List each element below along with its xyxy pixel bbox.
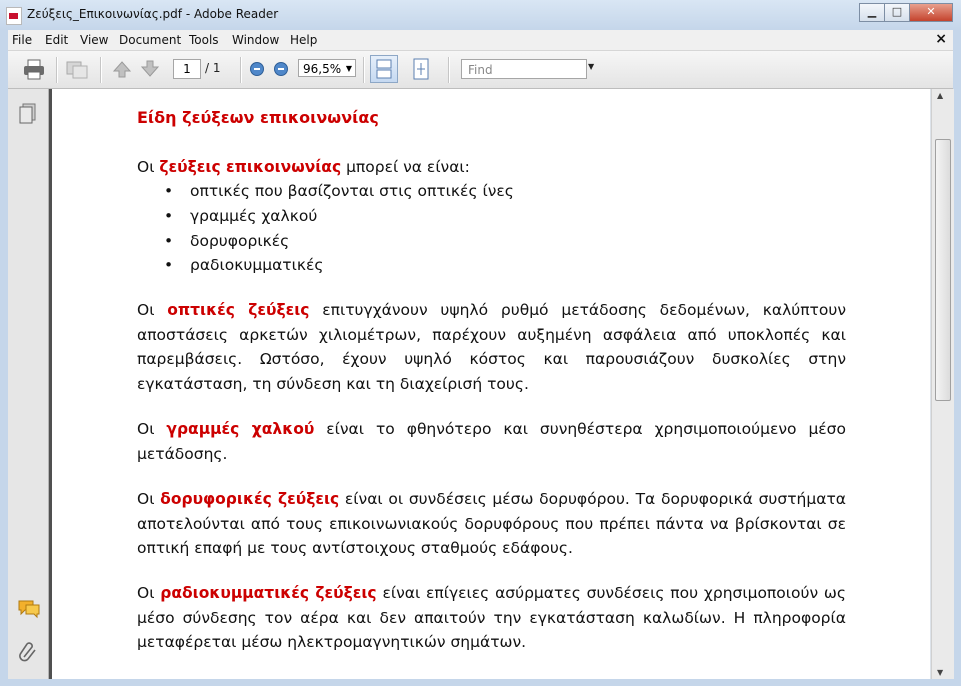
- comment-icon: [17, 599, 41, 619]
- scroll-down-icon[interactable]: ▼: [937, 668, 944, 677]
- page-number-input[interactable]: 1: [173, 59, 201, 79]
- paragraph-highlight: δορυφορικές ζεύξεις: [160, 490, 340, 508]
- zoom-level-select[interactable]: [298, 59, 356, 77]
- collaborate-button[interactable]: [64, 58, 90, 80]
- find-input[interactable]: Find: [461, 59, 587, 79]
- paragraph-highlight: οπτικές ζεύξεις: [167, 301, 310, 319]
- arrow-down-icon: [140, 60, 160, 78]
- list-item: • δορυφορικές: [162, 229, 514, 254]
- comments-panel-button[interactable]: [17, 599, 41, 623]
- attachments-panel-button[interactable]: [18, 641, 38, 667]
- next-page-button[interactable]: [140, 60, 160, 78]
- paragraph-prefix: Οι: [137, 420, 167, 438]
- paragraph-prefix: Οι: [137, 584, 161, 602]
- window-title: Ζεύξεις_Επικοινωνίας.pdf - Adobe Reader: [27, 7, 279, 21]
- paragraph-satellite: [137, 487, 846, 561]
- paragraph-text: είναι επίγειες ασύρματες συνδέσεις που χρησιμοποιούν ως μέσο σύνδεσης τον αέρα και δεν απαιτούν την εγκατάσταση καλωδίων. Η πληροφορία μεταφέρεται μέσω ηλεκτρομαγνητικών σημάτων.: [137, 584, 847, 652]
- zoom-level-value: 96,5%: [303, 62, 342, 76]
- toolbar-separator: [100, 57, 102, 83]
- intro-prefix: Οι: [137, 158, 160, 176]
- paragraph-optical: [137, 298, 846, 396]
- menu-bar: [8, 30, 953, 51]
- list-item: • ραδιοκυμματικές: [162, 253, 514, 278]
- menu-file[interactable]: File: [12, 33, 33, 47]
- paperclip-icon: [18, 641, 38, 663]
- maximize-button[interactable]: □: [884, 3, 910, 22]
- paragraph-text: επιτυγχάνουν υψηλό ρυθμό μετάδοσης δεδομένων, καλύπτουν αποστάσεις αρκετών χιλιομέτρων, παρέχουν αυξημένη ασφάλεια από υποκλοπές και παρεμβάσεις. Ωστόσο, έχουν υψηλό κόστος και παρουσιάζουν δυσκολίες στην εγκατάσταση, τη σύνδεση και τη διαχείρισή τους.: [137, 301, 847, 393]
- window-frame-left: [0, 30, 8, 686]
- intro-highlight: ζεύξεις επικοινωνίας: [159, 158, 342, 176]
- toolbar-separator: [56, 57, 58, 83]
- printer-icon: [22, 59, 46, 81]
- menu-view[interactable]: View: [80, 33, 109, 47]
- window-frame-right: [953, 30, 961, 686]
- minus-icon: [254, 68, 260, 70]
- collaborate-icon: [64, 58, 90, 80]
- toolbar-separator: [363, 57, 365, 83]
- fit-page-button[interactable]: [408, 56, 434, 82]
- previous-page-button[interactable]: [112, 60, 132, 78]
- paragraph-highlight: γραμμές χαλκού: [166, 420, 315, 438]
- fit-page-icon: [408, 56, 434, 82]
- toolbar-separator: [240, 57, 242, 83]
- toolbar-separator: [448, 57, 450, 83]
- paragraph-text: είναι οι συνδέσεις μέσω δορυφόρου. Τα δορυφορικά συστήματα αποτελούνται από τους επικοινωνιακούς δορυφόρους που πρέπει πάντα να βρίσκονται σε οπτική επαφή με τους αντίστοιχους σταθμούς εδάφους.: [137, 490, 846, 558]
- paragraph-text: είναι το φθηνότερο και συνηθέστερα χρησιμοποιούμενο μέσο μετάδοσης.: [137, 420, 846, 463]
- scrolling-mode-button[interactable]: [370, 55, 398, 83]
- menu-window[interactable]: Window: [232, 33, 280, 47]
- print-button[interactable]: [22, 59, 46, 79]
- document-heading: Είδη ζεύξεων επικοινωνίας: [137, 108, 379, 127]
- pages-panel-button[interactable]: [18, 103, 38, 129]
- find-options-dropdown[interactable]: ▼: [588, 62, 595, 71]
- paragraph-prefix: Οι: [137, 490, 161, 508]
- pages-icon: [18, 103, 38, 125]
- paragraph-radio: [137, 581, 846, 655]
- page-total: / 1: [205, 61, 221, 75]
- chevron-down-icon: ▼: [345, 64, 352, 73]
- links-list: [162, 179, 514, 278]
- menu-edit[interactable]: Edit: [45, 33, 69, 47]
- arrow-up-icon: [112, 60, 132, 78]
- menu-help[interactable]: Help: [290, 33, 318, 47]
- scroll-pages-icon: [371, 56, 397, 82]
- navigation-pane: [8, 89, 49, 679]
- title-bar: [0, 0, 961, 31]
- close-window-button[interactable]: ✕: [909, 3, 953, 22]
- intro-line: [137, 155, 846, 180]
- window-controls: [860, 3, 953, 21]
- menu-tools[interactable]: Tools: [189, 33, 219, 47]
- paragraph-highlight: ραδιοκυμματικές ζεύξεις: [160, 584, 377, 602]
- toolbar: [8, 51, 953, 89]
- menu-document[interactable]: Document: [119, 33, 182, 47]
- minimize-button[interactable]: ▁: [859, 3, 885, 22]
- zoom-out-button[interactable]: [250, 62, 264, 76]
- vertical-scrollbar[interactable]: [931, 89, 954, 679]
- scrollbar-thumb[interactable]: [935, 139, 951, 401]
- plus-icon: [278, 68, 284, 70]
- paragraph-copper: [137, 417, 846, 466]
- paragraph-prefix: Οι: [137, 301, 168, 319]
- list-item: • γραμμές χαλκού: [162, 204, 514, 229]
- close-document-button[interactable]: ×: [935, 31, 947, 47]
- list-item: • οπτικές που βασίζονται στις οπτικές ίνες: [162, 179, 514, 204]
- intro-suffix: μπορεί να είναι:: [341, 158, 470, 176]
- window-frame-bottom: [0, 679, 961, 686]
- pdf-file-icon: [6, 7, 22, 25]
- zoom-in-button[interactable]: [274, 62, 288, 76]
- scroll-up-icon[interactable]: ▲: [937, 91, 944, 100]
